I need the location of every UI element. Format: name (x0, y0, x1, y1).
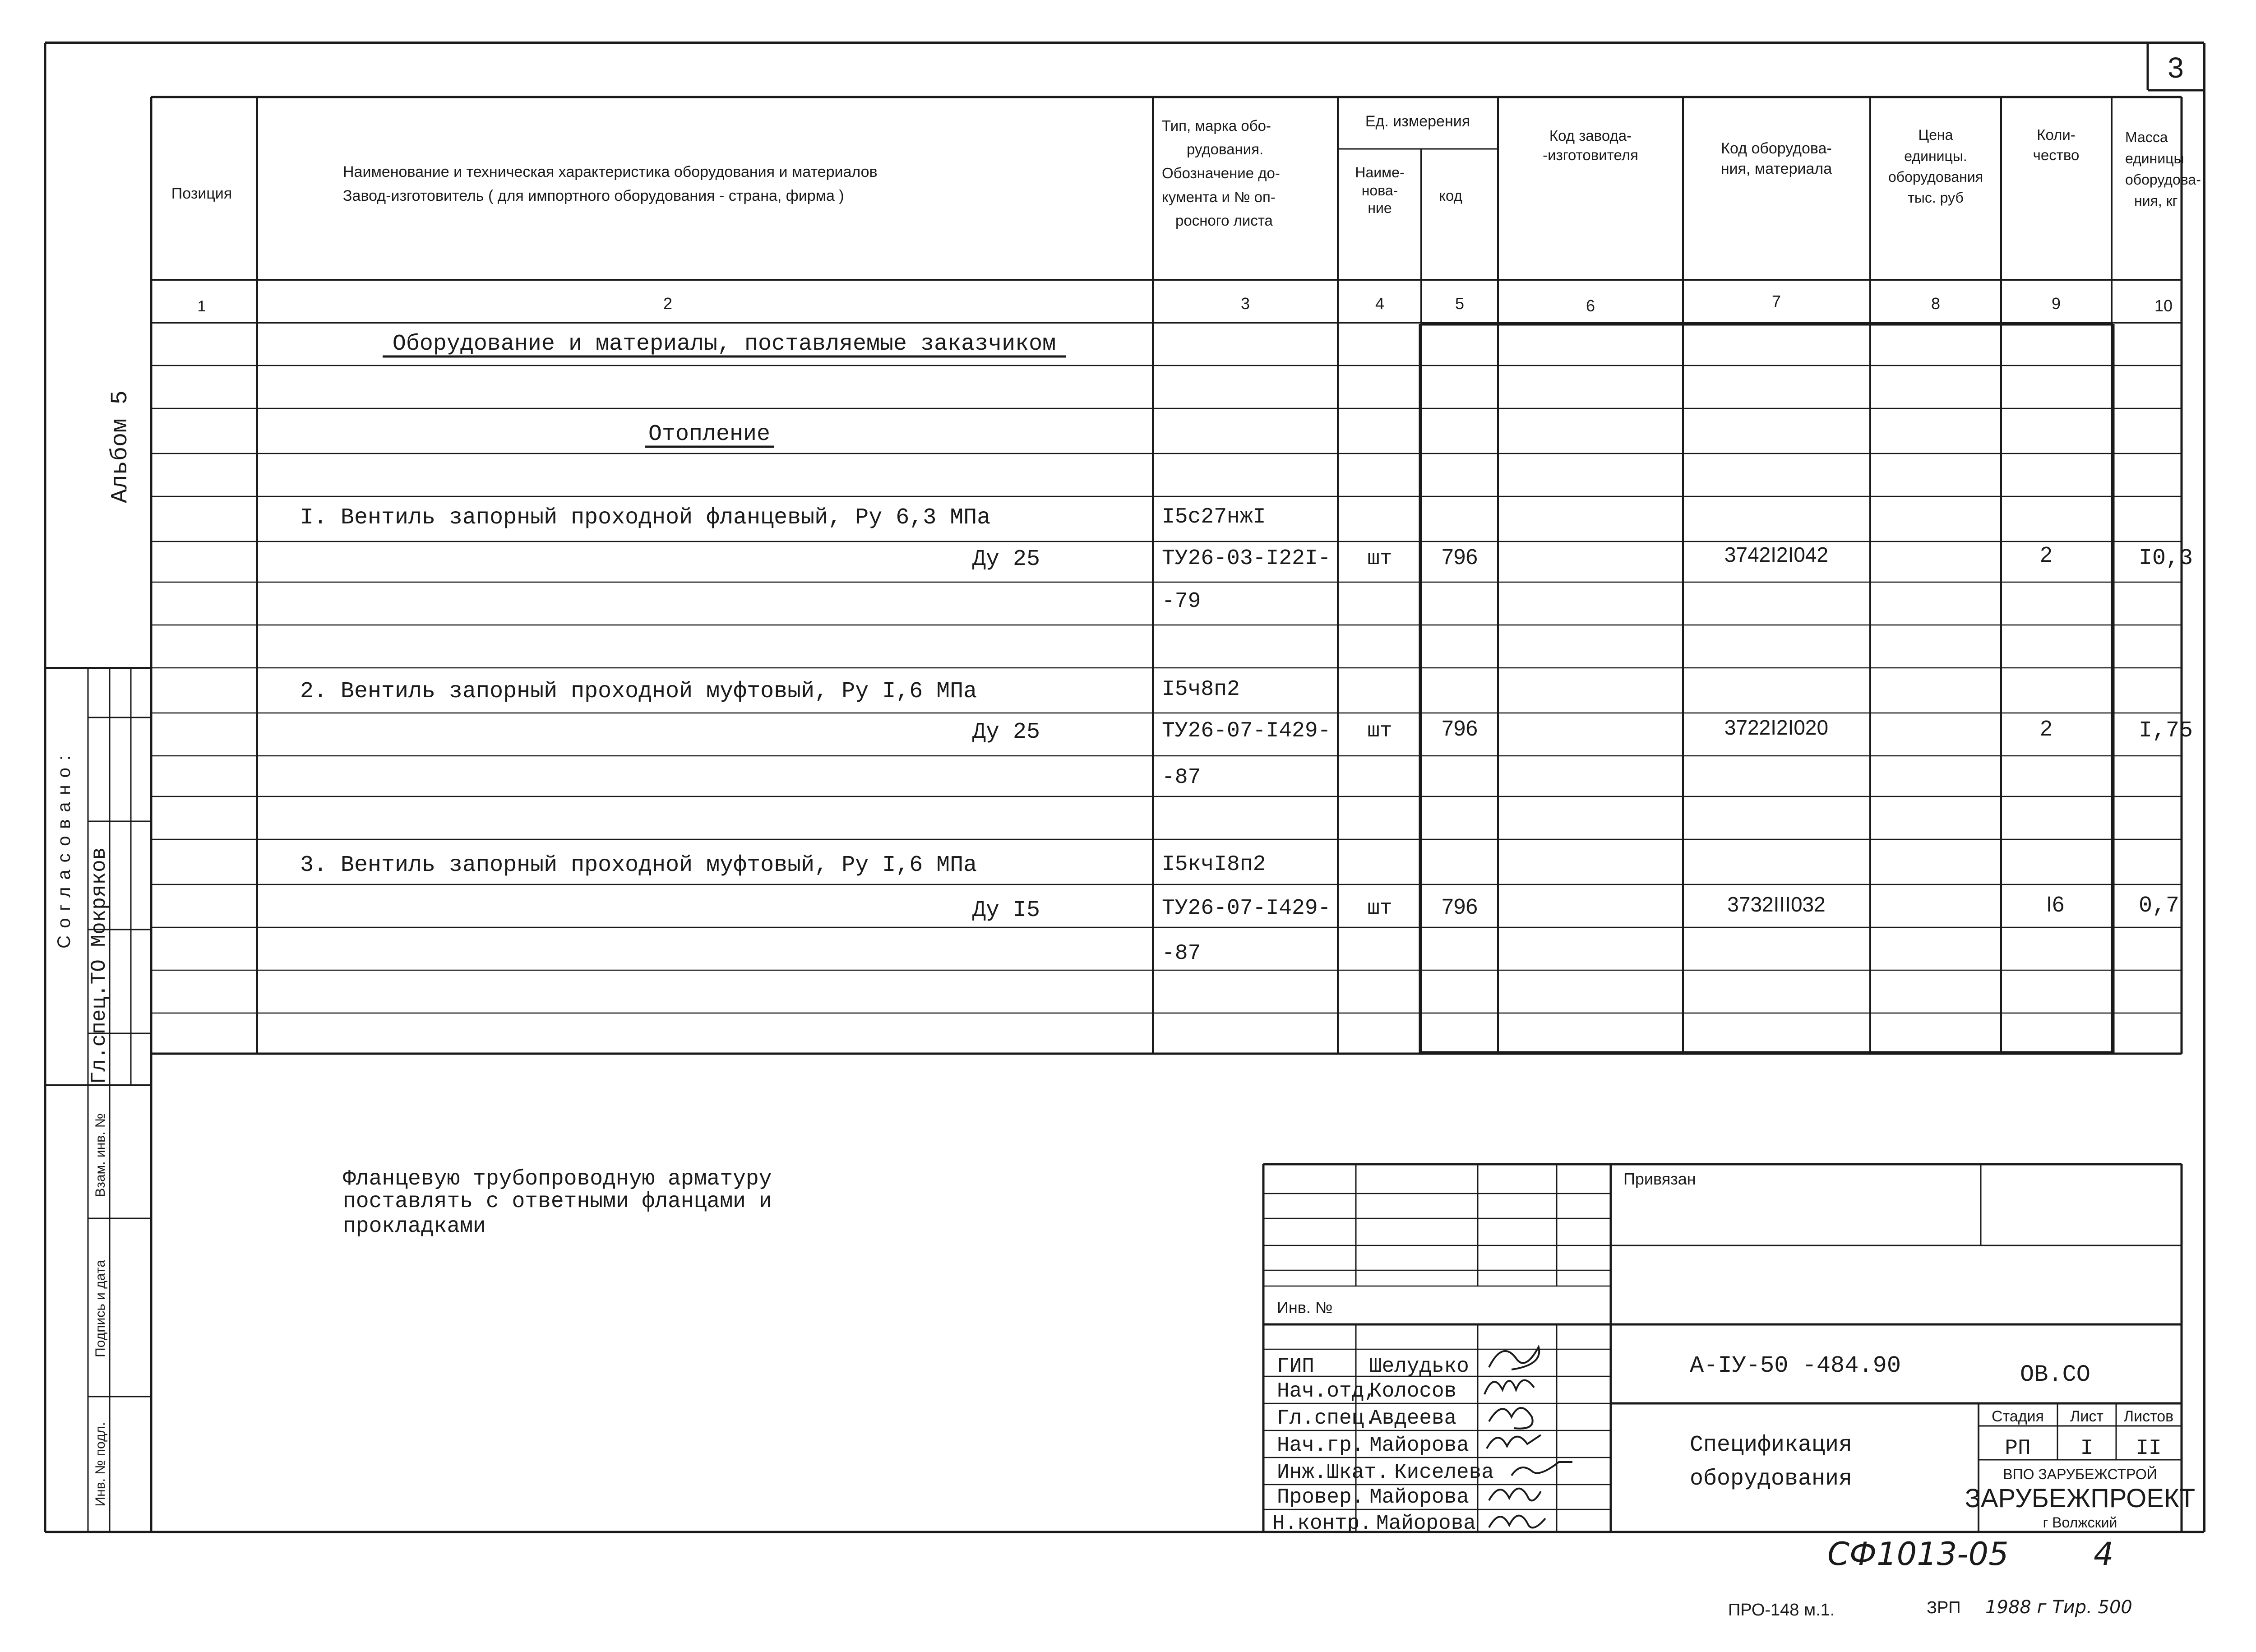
signer-name: Шелудько (1369, 1355, 1469, 1378)
col-number-1: 1 (197, 298, 206, 315)
inv-orig-label: Инв. № подл. (93, 1422, 108, 1507)
header-price-4: тыс. руб (1908, 190, 1964, 206)
item-doc-cont: -79 (1162, 589, 1201, 614)
doc-code: А-IУ-50 -484.90 (1690, 1352, 1901, 1379)
sheet-value: I (2080, 1436, 2094, 1461)
handwritten-number: 4 (2094, 1536, 2114, 1573)
item-name: I. Вентиль запорный проходной фланцевый, Ру 6,3 МПа (300, 505, 991, 531)
header-factory-code-1: Код завода- (1549, 127, 1632, 144)
item-doc-cont: -87 (1162, 765, 1201, 790)
signature-kolosov (1484, 1380, 1534, 1394)
note (343, 1167, 772, 1239)
item-unit-code: 796 (1441, 717, 1478, 740)
item-equip-code: 3732III032 (1727, 893, 1826, 916)
header-unit-name-1: Наиме- (1355, 164, 1405, 180)
header-name-line2: Завод-изготовитель ( для импортного оборудования - страна, фирма ) (343, 187, 844, 204)
header-type-line2: рудования. (1187, 141, 1264, 157)
header-mass-4: ния, кг (2134, 193, 2178, 209)
sheets-label: Листов (2123, 1408, 2174, 1425)
header-type-line1: Тип, марка обо- (1162, 117, 1271, 134)
footer-left: ПРО-148 м.1. (1728, 1601, 1835, 1620)
stage-value: РП (2005, 1436, 2031, 1461)
col-number-7: 7 (1771, 292, 1781, 310)
privyazan-label: Привязан (1623, 1170, 1696, 1188)
col-number-10: 10 (2154, 296, 2173, 315)
signer-role: Н.контр. (1272, 1512, 1372, 1535)
signer-name: Майорова (1369, 1434, 1469, 1457)
header-price-3: оборудования (1888, 169, 1983, 185)
footer-right: 1988 г Тир. 500 (1985, 1597, 2132, 1618)
item-unit-code: 796 (1441, 895, 1478, 919)
header-qty-1: Коли- (2037, 126, 2076, 143)
header-unit-group: Ед. измерения (1365, 113, 1470, 130)
note-line-1: Фланцевую трубопроводную арматуру (343, 1167, 772, 1191)
item-mass: I,75 (2139, 718, 2193, 744)
header-equip-code-2: ния, материала (1720, 160, 1832, 177)
stage-label: Стадия (1992, 1408, 2044, 1425)
item-qty: 2 (2040, 717, 2053, 740)
agreed-label: Согласовано: (54, 748, 74, 949)
album-label: Альбом 5 (107, 390, 134, 503)
sheets-value: II (2136, 1436, 2162, 1461)
doc-title-line1: Спецификация (1690, 1432, 1853, 1458)
section-title: Оборудование и материалы, поставляемые заказчиком (392, 331, 1056, 357)
outer-frame (45, 43, 2204, 1532)
item-doc: ТУ26-07-I429- (1162, 896, 1331, 921)
signer-role: Инж.Шкат. (1277, 1461, 1389, 1484)
header-mass-1: Масса (2125, 129, 2168, 145)
item-size: Ду 25 (972, 546, 1040, 572)
handwritten-code: СФ1013-05 (1827, 1536, 2009, 1573)
signer-role: Провер. (1277, 1485, 1364, 1509)
signer-role: ГИП (1277, 1355, 1314, 1378)
signer-role: Гл.спец. (1277, 1407, 1377, 1430)
header-price-1: Цена (1918, 127, 1953, 143)
item-qty: 2 (2040, 543, 2053, 567)
header-type-line4: кумента и № оп- (1162, 189, 1276, 205)
item-type: I5кчI8п2 (1162, 852, 1266, 877)
header-mass-2: единицы (2125, 150, 2184, 167)
agreed-by: Гл.спец.ТО Мокряков (88, 847, 111, 1084)
signature-scribbles (1484, 1347, 1572, 1527)
col-number-4: 4 (1375, 294, 1385, 313)
signers (1272, 1355, 1494, 1535)
doc-title-line2: оборудования (1690, 1466, 1853, 1492)
item-unit: шт (1367, 897, 1392, 920)
header-mass-3: оборудова- (2125, 171, 2201, 188)
signature-avdeeva (1489, 1408, 1533, 1429)
item-mass: 0,7 (2139, 893, 2180, 919)
note-line-3: прокладками (343, 1214, 486, 1239)
item-unit-code: 796 (1441, 545, 1478, 569)
signature-mayorova-1 (1487, 1435, 1541, 1448)
note-line-2: поставлять с ответными фланцами и (343, 1189, 772, 1214)
footer-mid: ЗРП (1927, 1598, 1961, 1617)
item-unit: шт (1367, 719, 1392, 743)
item-mass: I0,3 (2139, 546, 2193, 571)
item-row (300, 677, 2193, 790)
header-type-line3: Обозначение до- (1162, 165, 1280, 181)
org-line2: ЗАРУБЕЖПРОЕКТ (1965, 1484, 2196, 1513)
col-number-6: 6 (1586, 296, 1595, 315)
table-header (171, 113, 2201, 229)
signer-role: Нач.гр. (1277, 1434, 1364, 1457)
item-size: Ду 25 (972, 719, 1040, 745)
item-size: Ду I5 (972, 898, 1040, 923)
page-number: 3 (2168, 51, 2184, 84)
sign-date-label: Подпись и дата (93, 1260, 108, 1357)
item-equip-code: 3742I2I042 (1724, 543, 1829, 566)
header-unit-name-3: ние (1368, 200, 1392, 216)
signer-name: Колосов (1369, 1379, 1457, 1403)
vzam-label: Взам. инв. № (93, 1113, 108, 1197)
signature-mayorova-3 (1489, 1516, 1545, 1528)
org-line1: ВПО ЗАРУБЕЖСТРОЙ (2003, 1466, 2157, 1482)
signature-kiseleva (1512, 1462, 1572, 1476)
item-type: I5ч8п2 (1162, 677, 1240, 702)
spec-table-grid (151, 97, 2182, 1532)
item-equip-code: 3722I2I020 (1724, 716, 1829, 739)
item-doc: ТУ26-03-I22I- (1162, 546, 1331, 571)
header-unit-code: код (1439, 187, 1462, 204)
signer-name: Майорова (1369, 1485, 1469, 1509)
signer-name: Киселева (1394, 1461, 1494, 1484)
item-row (300, 852, 2179, 966)
item-name: 3. Вентиль запорный проходной муфтовый, Ру I,6 МПа (300, 852, 977, 878)
col-number-5: 5 (1455, 294, 1465, 313)
item-row (300, 505, 2193, 614)
item-doc: ТУ26-07-I429- (1162, 719, 1331, 743)
header-equip-code-1: Код оборудова- (1721, 140, 1832, 157)
col-number-2: 2 (663, 294, 673, 313)
header-position: Позиция (171, 185, 232, 202)
item-doc-cont: -87 (1162, 941, 1201, 966)
signer-name: Майорова (1376, 1512, 1476, 1535)
header-name-line1: Наименование и техническая характеристика оборудования и материалов (343, 163, 878, 180)
item-name: 2. Вентиль запорный проходной муфтовый, Ру I,6 МПа (300, 679, 977, 704)
col-number-3: 3 (1240, 294, 1250, 313)
inv-no-label: Инв. № (1277, 1298, 1333, 1317)
item-qty: I6 (2046, 893, 2065, 916)
signature-mayorova-2 (1489, 1489, 1541, 1501)
item-unit: шт (1367, 547, 1392, 570)
signer-role: Нач.отд, (1277, 1379, 1377, 1403)
header-qty-2: чество (2033, 147, 2080, 163)
signature-sheludko (1489, 1347, 1539, 1370)
header-factory-code-2: -изготовителя (1543, 147, 1638, 163)
org-line3: г Волжский (2043, 1514, 2117, 1531)
col-number-8: 8 (1931, 294, 1941, 313)
header-price-2: единицы. (1904, 148, 1967, 164)
header-unit-name-2: нова- (1361, 182, 1398, 199)
item-type: I5с27нжI (1162, 505, 1266, 529)
column-numbers (198, 292, 2173, 315)
signer-name: Авдеева (1369, 1407, 1457, 1430)
set-code: ОВ.СО (2020, 1361, 2091, 1388)
sheet-label: Лист (2070, 1408, 2103, 1425)
subsection-title: Отопление (648, 421, 771, 447)
header-type-line5: росного листа (1175, 212, 1273, 229)
col-number-9: 9 (2051, 294, 2061, 313)
